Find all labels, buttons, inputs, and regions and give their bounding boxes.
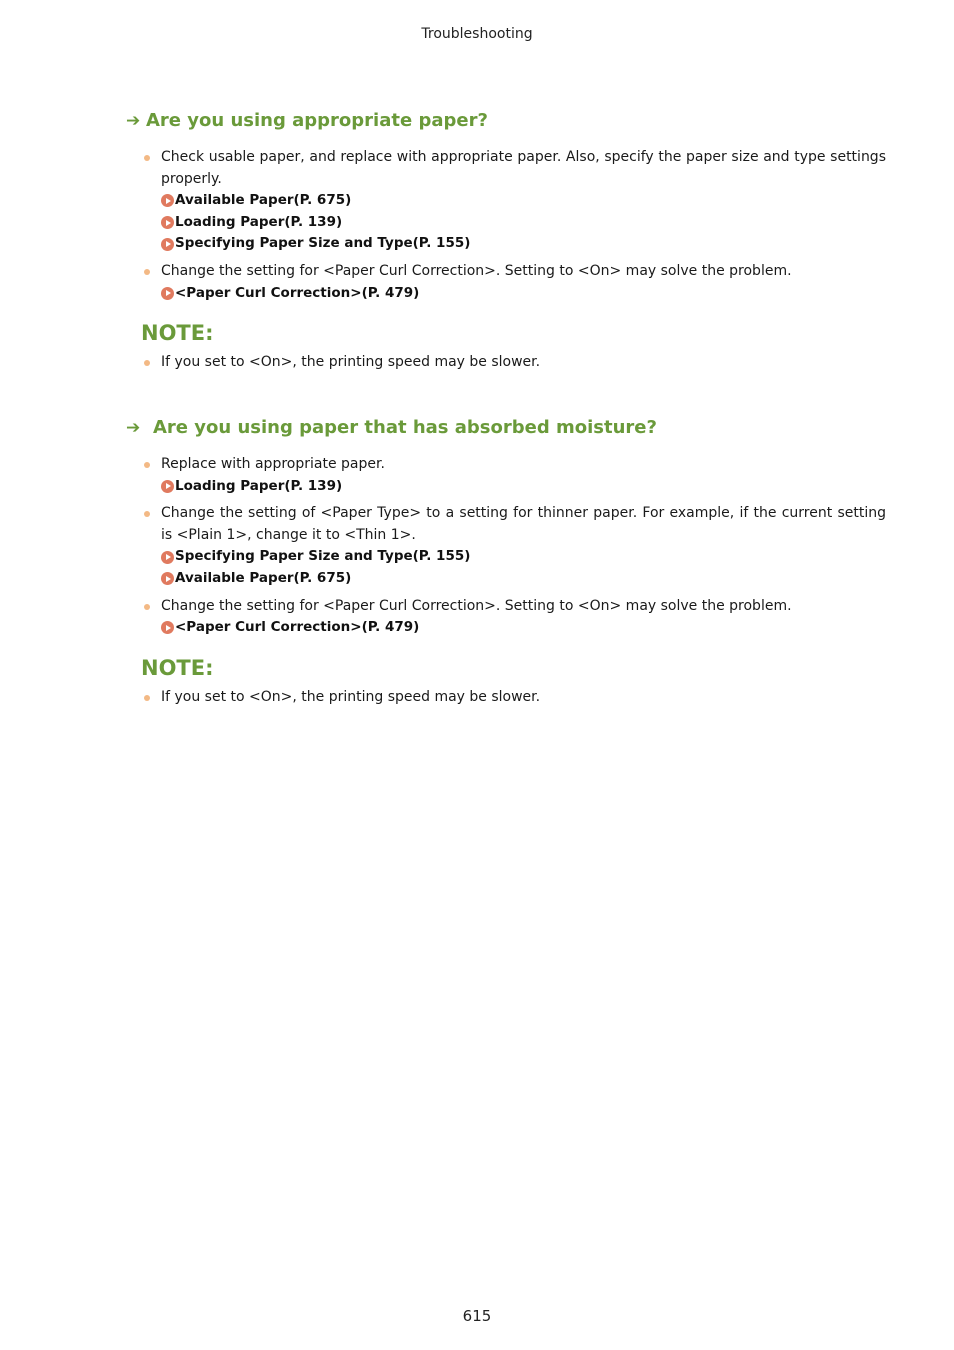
- link-play-icon: [161, 216, 174, 229]
- page-number: 615: [462, 1307, 492, 1325]
- link-play-icon: [161, 287, 174, 300]
- bullet-dot-icon: [144, 604, 150, 610]
- link-specifying-paper-size[interactable]: [161, 233, 886, 255]
- link-available-paper[interactable]: [161, 190, 886, 212]
- link-text[interactable]: <Paper Curl Correction>(P. 479): [175, 284, 420, 301]
- bullet-list: [126, 147, 886, 304]
- link-paper-curl-correction[interactable]: [161, 283, 886, 305]
- list-item: [126, 261, 886, 304]
- list-item-text: Replace with appropriate paper.: [161, 456, 385, 472]
- list-item-text: Check usable paper, and replace with appropriate paper. Also, specify the paper size and type settings properly.: [161, 149, 886, 187]
- arrow-right-icon: ➔: [126, 418, 141, 438]
- link-paper-curl-correction[interactable]: [161, 617, 886, 639]
- bullet-dot-icon: [144, 695, 150, 701]
- bullet-dot-icon: [144, 462, 150, 468]
- link-text[interactable]: <Paper Curl Correction>(P. 479): [175, 619, 420, 636]
- list-item: [126, 147, 886, 255]
- arrow-right-icon: ➔: [126, 111, 141, 131]
- note-item: [126, 352, 886, 374]
- list-item: [126, 454, 886, 497]
- link-loading-paper[interactable]: [161, 212, 886, 234]
- link-specifying-paper-size[interactable]: [161, 546, 886, 568]
- link-play-icon: [161, 551, 174, 564]
- link-text[interactable]: Specifying Paper Size and Type(P. 155): [175, 548, 471, 565]
- link-text[interactable]: Loading Paper(P. 139): [175, 477, 343, 494]
- note-list: [126, 352, 886, 374]
- bullet-dot-icon: [144, 269, 150, 275]
- list-item: [126, 503, 886, 589]
- link-text[interactable]: Available Paper(P. 675): [175, 192, 352, 209]
- bullet-dot-icon: [144, 511, 150, 517]
- list-item-text: Change the setting of <Paper Type> to a setting for thinner paper. For example, if the current setting is <Plain 1>, change it to <Thin 1>.: [161, 505, 886, 543]
- note-item: [126, 687, 886, 709]
- link-text[interactable]: Available Paper(P. 675): [175, 569, 352, 586]
- list-item: [126, 596, 886, 639]
- section-heading: [126, 109, 886, 133]
- link-play-icon: [161, 572, 174, 585]
- note-item-text: If you set to <On>, the printing speed may be slower.: [161, 688, 541, 705]
- link-text[interactable]: Loading Paper(P. 139): [175, 213, 343, 230]
- note-title: NOTE:: [141, 655, 214, 680]
- link-loading-paper[interactable]: [161, 476, 886, 498]
- note-title: NOTE:: [141, 321, 214, 346]
- bullet-list: [126, 454, 886, 639]
- list-item-text: Change the setting for <Paper Curl Correction>. Setting to <On> may solve the problem.: [161, 262, 792, 279]
- link-text[interactable]: Specifying Paper Size and Type(P. 155): [175, 235, 471, 252]
- bullet-dot-icon: [144, 155, 150, 161]
- link-play-icon: [161, 194, 174, 207]
- link-play-icon: [161, 480, 174, 493]
- section-appropriate-paper: [126, 109, 886, 374]
- bullet-dot-icon: [144, 360, 150, 366]
- section-heading-text: Are you using paper that has absorbed moisture?: [153, 417, 657, 438]
- link-play-icon: [161, 238, 174, 251]
- section-heading: [126, 416, 886, 440]
- note-item-text: If you set to <On>, the printing speed may be slower.: [161, 354, 541, 371]
- list-item-text: Change the setting for <Paper Curl Correction>. Setting to <On> may solve the problem.: [161, 597, 792, 614]
- note-list: [126, 687, 886, 709]
- link-available-paper[interactable]: [161, 568, 886, 590]
- section-heading-text: Are you using appropriate paper?: [146, 110, 488, 131]
- page-header: Troubleshooting: [421, 26, 533, 42]
- link-play-icon: [161, 621, 174, 634]
- section-absorbed-moisture: [126, 416, 886, 708]
